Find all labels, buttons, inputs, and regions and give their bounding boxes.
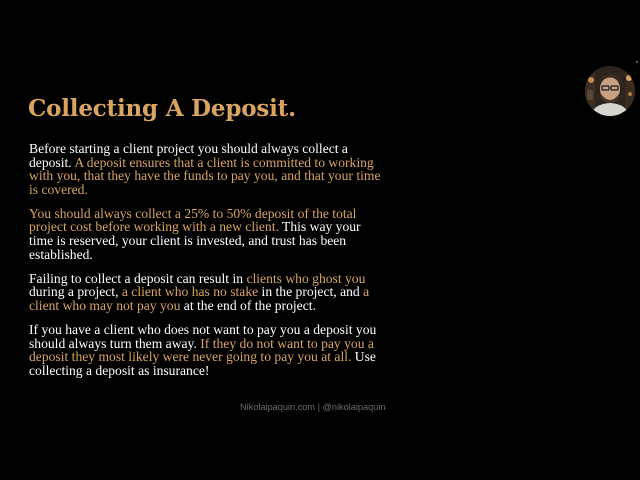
corner-dot <box>636 61 638 63</box>
body-text-span: Failing to collect a deposit can result in <box>29 270 247 286</box>
body-text-span: This way your time is reserved, your client is invested, and trust has been established. <box>29 219 361 262</box>
slide-title: Collecting A Deposit. <box>28 95 296 122</box>
highlighted-text: A deposit ensures that a client is committed to working with you, that they have the funds to pay you, and that your time is covered. <box>29 154 381 197</box>
body-text-span: Before starting a client project you should always collect a deposit. <box>29 141 348 170</box>
highlighted-text: If they do not want to pay you a deposit they most likely were never going to pay you at all. <box>29 335 374 365</box>
highlighted-text: a client who has no stake <box>121 284 259 300</box>
body-text-span: Use collecting a deposit as insurance! <box>29 349 376 378</box>
body-text-span: in the project, and <box>258 284 364 300</box>
highlighted-text: clients who ghost you <box>246 270 366 286</box>
slide-paragraph <box>29 142 381 196</box>
slide-footer: Nikolaipaquin.com | @nikolaipaquin <box>240 402 386 412</box>
body-text-span: If you have a client who does not want to pay you a deposit you should always turn them away. <box>29 322 377 351</box>
presenter-webcam-icon <box>585 66 635 116</box>
body-text-span: at the end of the project. <box>180 297 316 313</box>
body-text-span: during a project, <box>29 284 122 300</box>
slide-paragraph <box>29 323 381 377</box>
highlighted-text: a client who may not pay you <box>29 284 370 313</box>
slide-paragraph <box>29 207 381 261</box>
slide-body <box>29 142 381 388</box>
highlighted-text: You should always collect a 25% to 50% deposit of the total project cost before working with a new client. <box>29 205 357 235</box>
slide-paragraph <box>29 272 381 313</box>
